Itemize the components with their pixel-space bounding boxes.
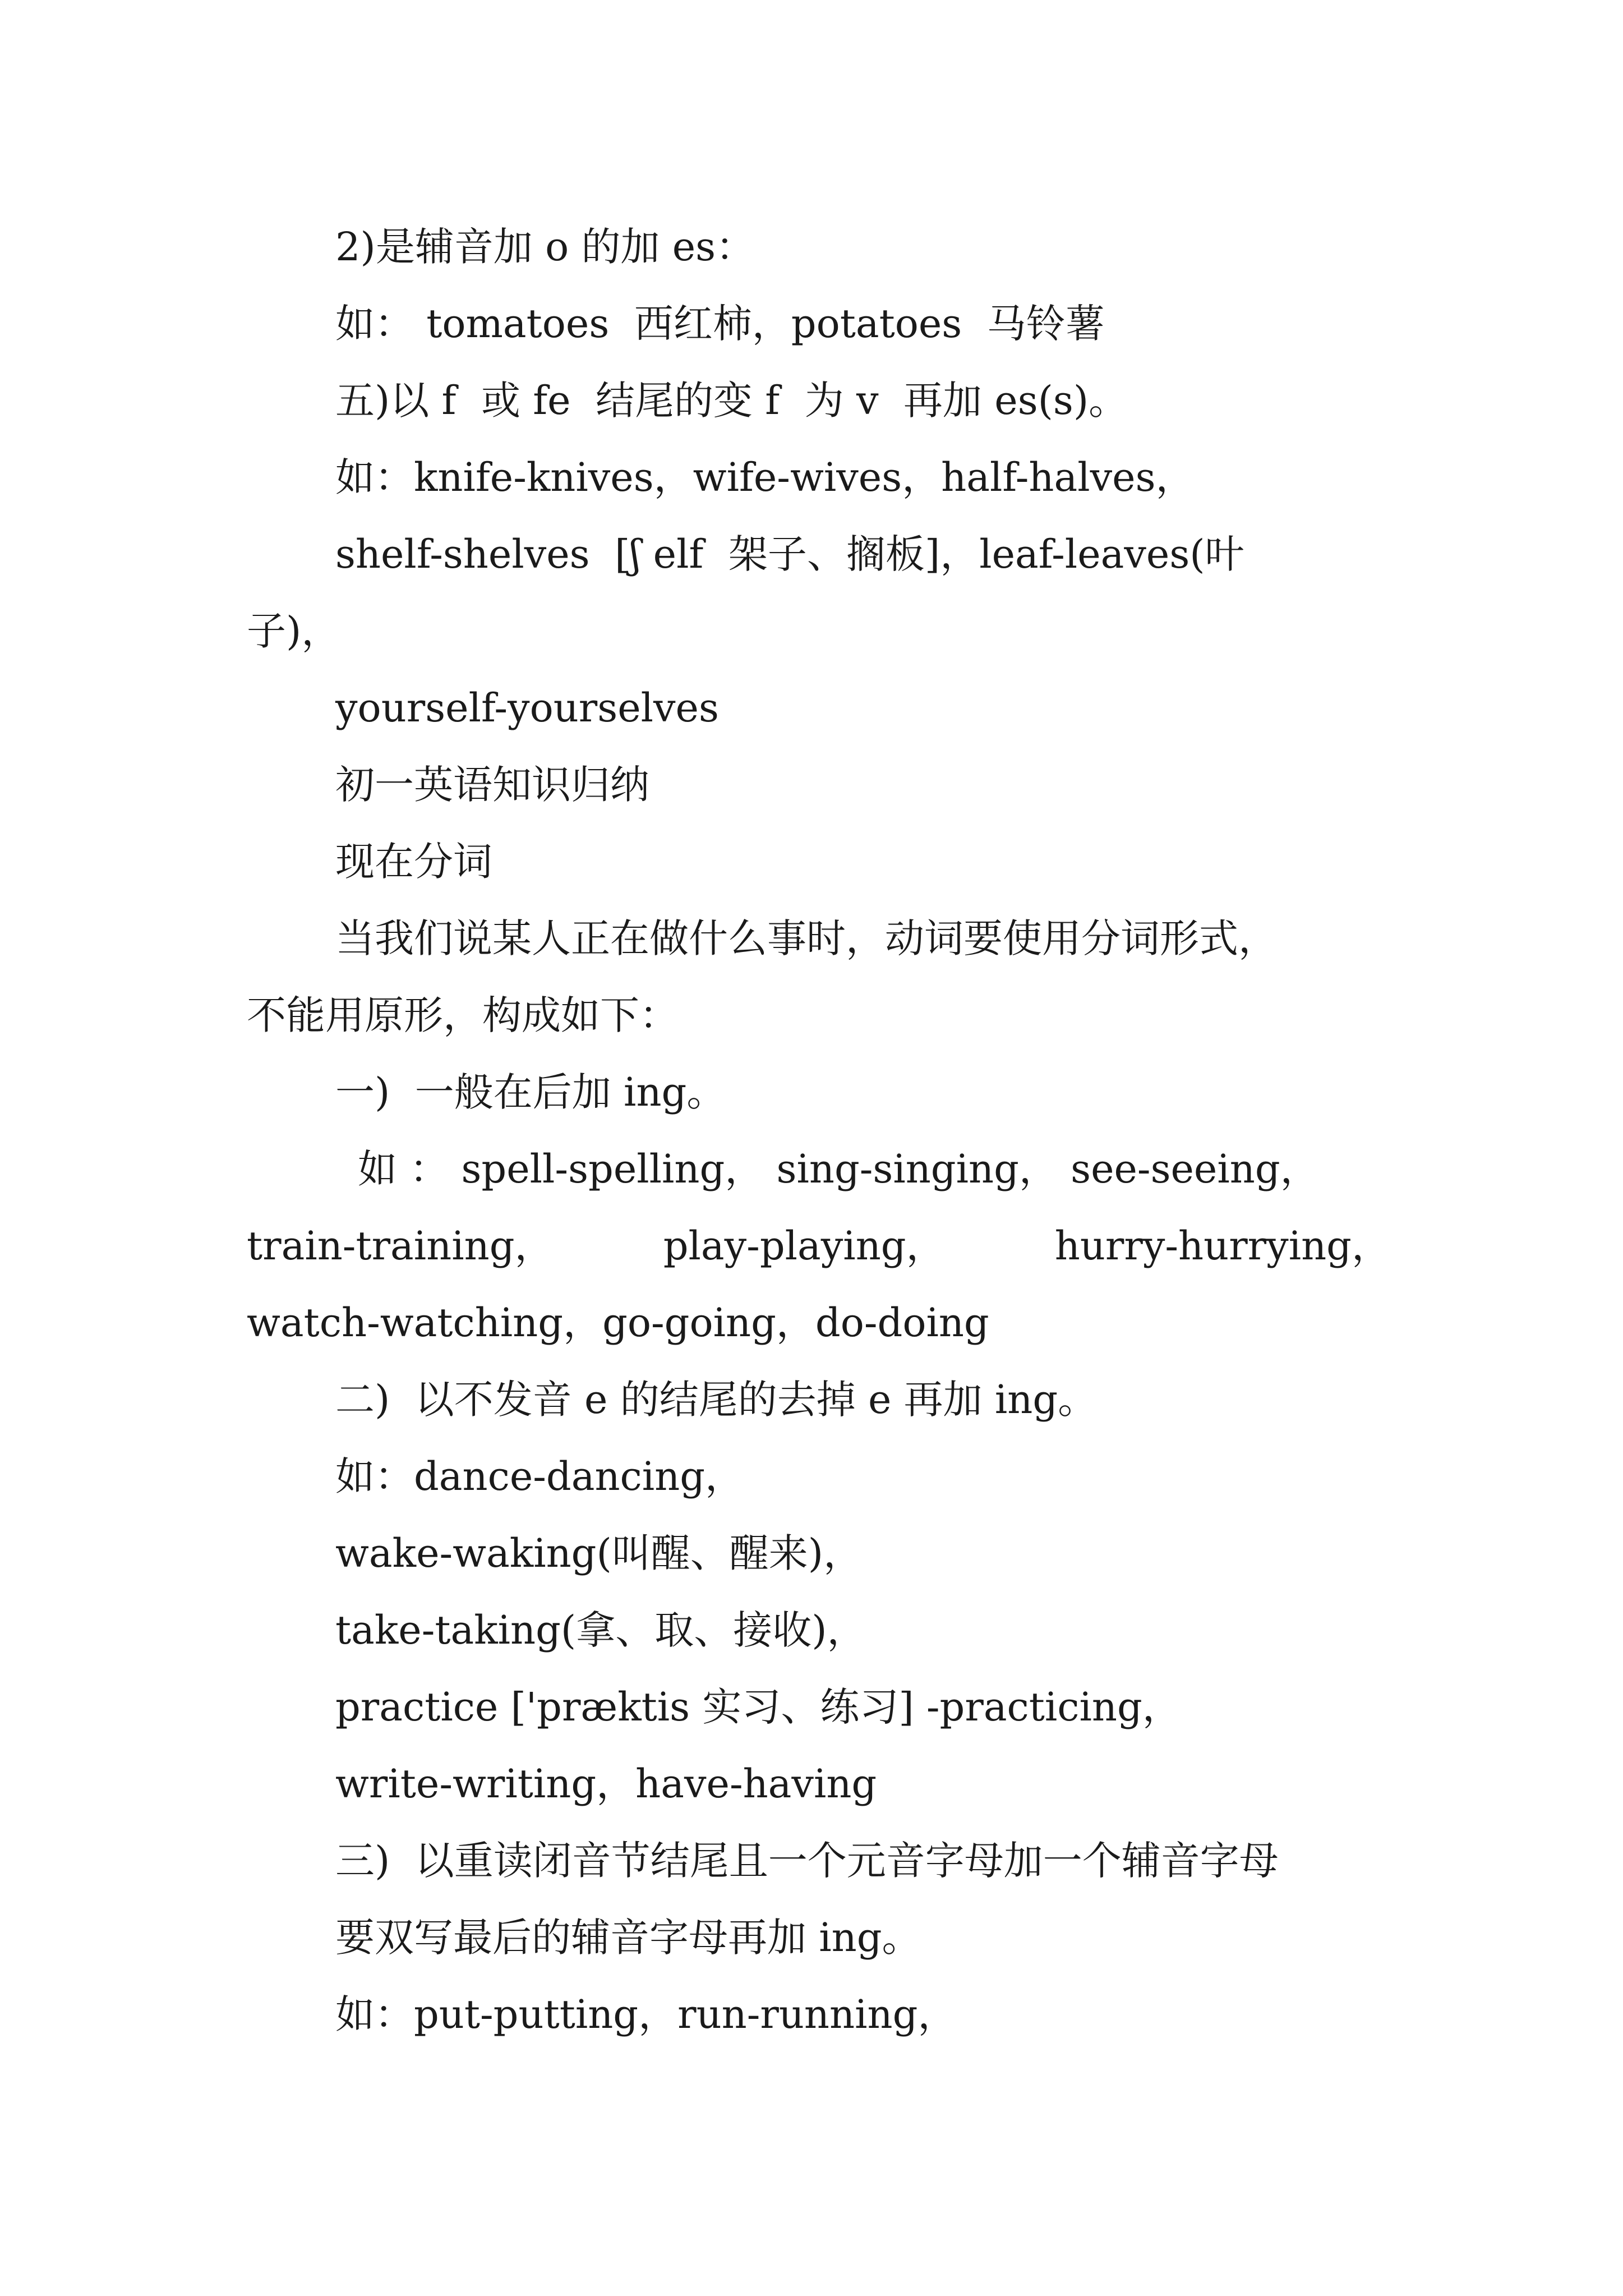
text-line-justified [247, 1208, 1391, 1285]
text-line: 如 ： spell-spelling， sing-singing， see-seeing， [358, 1146, 1320, 1192]
text-line: 子)， [247, 608, 341, 654]
text-line: yourself-yourselves [335, 685, 719, 731]
text-line: 如：knife-knives，wife-wives，half-halves， [335, 454, 1195, 500]
text-line: 如：put-putting，run-running， [335, 1991, 957, 2037]
text-line: write-writing，have-having [335, 1761, 877, 1807]
text-line: take-taking(拿、取、接收)， [335, 1607, 866, 1653]
text-line: shelf-shelves [ʃ elf 架子、搁板]，leaf-leaves(叶 [335, 531, 1244, 577]
text-line: 二) 以不发音 e 的结尾的去掉 e 再加 ing。 [335, 1377, 1098, 1423]
text-line: 如：dance-dancing， [335, 1453, 745, 1499]
text-line: 要双写最后的辅音字母再加 ing。 [335, 1915, 921, 1961]
text-line: 如： tomatoes 西红柿，potatoes 马铃薯 [335, 301, 1105, 347]
text-line: 现在分词 [335, 839, 492, 885]
document-body [247, 209, 1402, 2053]
text-line: watch-watching，go-going，do-doing [247, 1300, 989, 1346]
text-segment: play-playing， [663, 1223, 946, 1269]
text-line: 当我们说某人正在做什么事时，动词要使用分词形式， [335, 915, 1278, 961]
text-line: 初一英语知识归纳 [335, 762, 649, 808]
text-line: 2)是辅音加 o 的加 es： [335, 224, 755, 270]
text-segment: hurry-hurrying， [1054, 1223, 1391, 1269]
text-line: 不能用原形，构成如下： [247, 992, 679, 1038]
text-line: practice ['præktis 实习、练习] -practicing， [335, 1684, 1182, 1730]
text-segment: train-training， [247, 1223, 554, 1269]
text-line: wake-waking(叫醒、醒来)， [335, 1530, 863, 1576]
text-line: 三) 以重读闭音节结尾且一个元音字母加一个辅音字母 [335, 1838, 1279, 1884]
text-line: 一) 一般在后加 ing。 [335, 1069, 726, 1115]
text-line: 五)以 f 或 fe 结尾的变 f 为 v 再加 es(s)。 [335, 378, 1128, 424]
